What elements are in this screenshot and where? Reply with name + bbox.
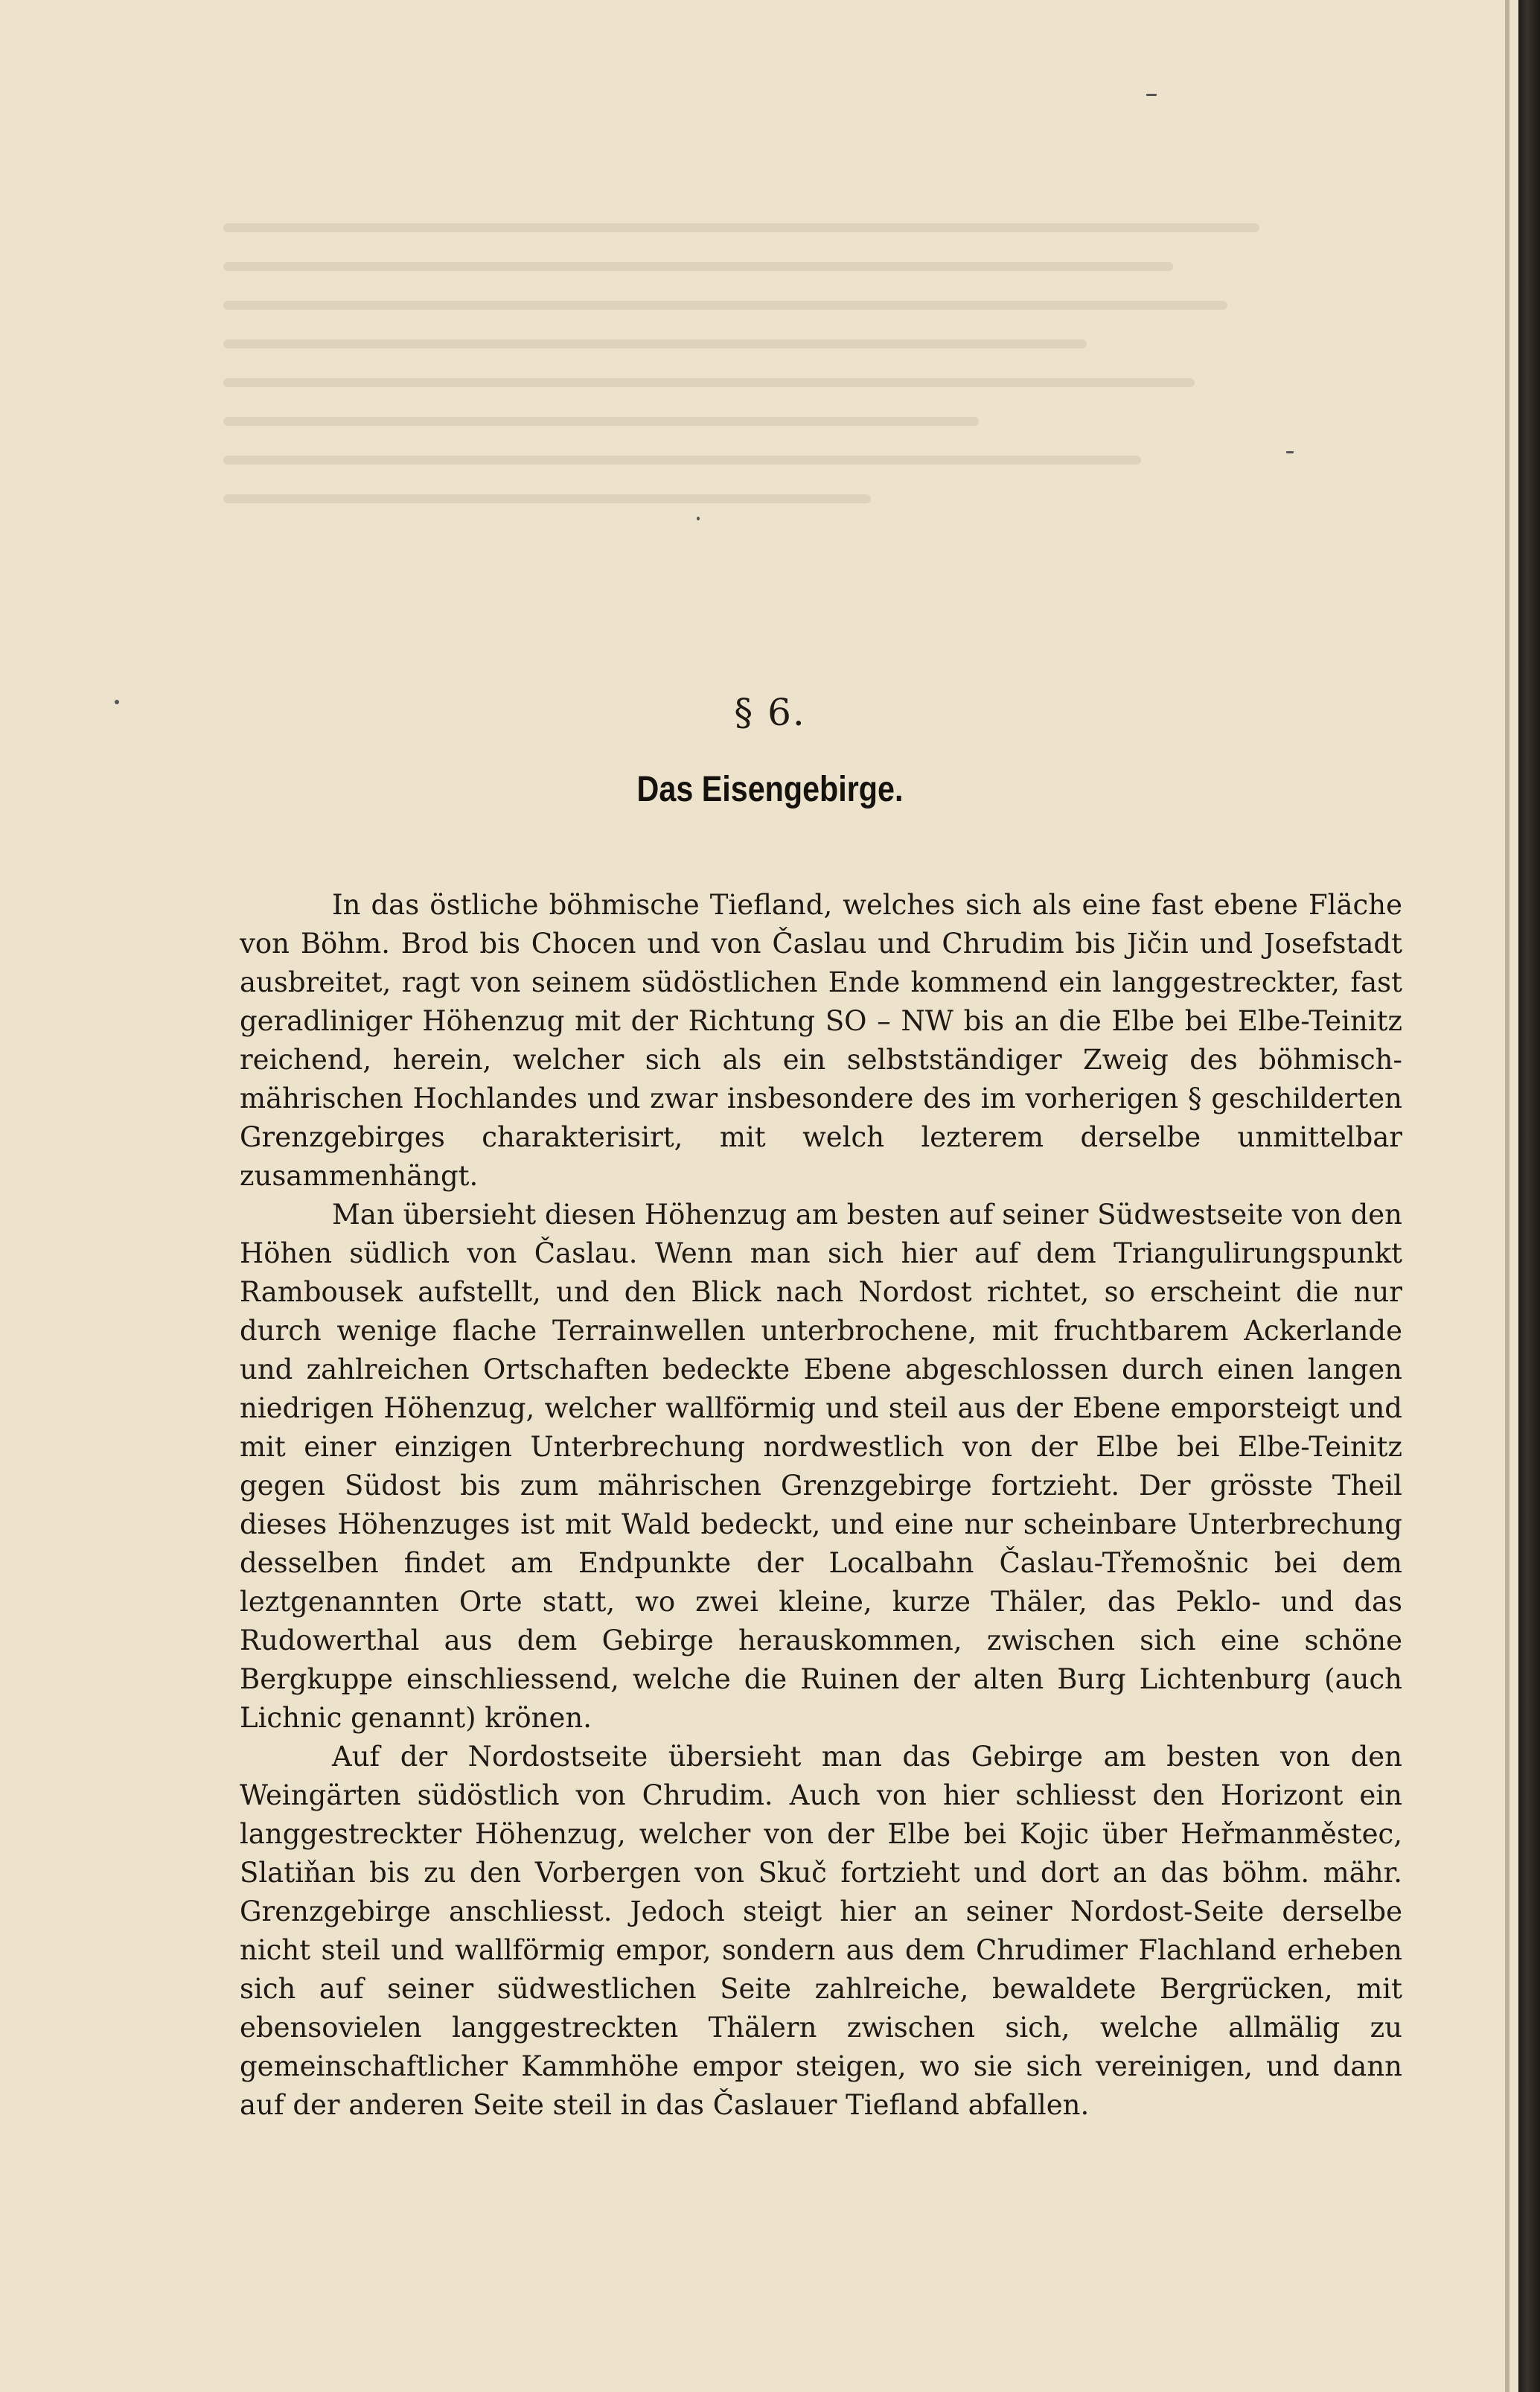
paper-speck: [1286, 451, 1294, 453]
paper-speck: [1146, 94, 1157, 96]
paper-speck: [697, 517, 700, 520]
chapter-title: Das Eisengebirge.: [636, 770, 904, 809]
paragraph: In das östliche böhmische Tiefland, welches sich als eine fast ebene Fläche von Böhm. Brod bis Chocen und von Časlau und Chrudim bis Jičin und Josefstadt ausbreitet, ragt von seinem südöstlichen Ende kommend ein langgestreckter, fast geradliniger Höhenzug mit der Richtung SO – NW bis an die Elbe bei Elbe-Teinitz reichend, herein, welcher sich als ein selbstständiger Zweig des böhmisch- mährischen Hochlandes und zwar insbesondere des im vorherigen § geschilderten Grenzgebirges charakterisirt, mit welch lezterem derselbe unmittelbar zusammenhängt.: [240, 889, 1402, 1192]
scan-edge: [1518, 0, 1540, 2392]
paragraph: Man übersieht diesen Höhenzug am besten auf seiner Südwestseite von den Höhen südlich von Časlau. Wenn man sich hier auf dem Triangulirungspunkt Rambousek aufstellt, und den Blick nach Nordost richtet, so erscheint die nur durch wenige flache Terrainwellen unterbrochene, mit fruchtbarem Ackerlande und zahlreichen Ortschaften bedeckte Ebene abgeschlossen durch einen langen niedrigen Höhenzug, welcher wallförmig und steil aus der Ebene emporsteigt und mit einer einzigen Unterbrechung nordwestlich von der Elbe bei Elbe-Teinitz gegen Südost bis zum mährischen Grenzgebirge fortzieht. Der grösste Theil dieses Höhenzuges ist mit Wald bedeckt, und eine nur scheinbare Unterbrechung desselben findet am Endpunkte der Localbahn Časlau-Třemošnic bei dem leztgenannten Orte statt, wo zwei kleine, kurze Thäler, das Peklo- und das Rudowerthal aus dem Gebirge herauskommen, zwischen sich eine schöne Bergkuppe einschliessend, welche die Ruinen der alten Burg Lichtenburg (auch Lichnic genannt) krönen.: [240, 1199, 1402, 1734]
paragraph: Auf der Nordostseite übersieht man das Gebirge am besten von den Weingärten südöstlich von Chrudim. Auch von hier schliesst den Horizont ein langgestreckter Höhenzug, welcher von der Elbe bei Kojic über Heřmanměstec, Slatiňan bis zu den Vorbergen von Skuč fortzieht und dort an das böhm. mähr. Grenzgebirge anschliesst. Jedoch steigt hier an seiner Nordost-Seite derselbe nicht steil und wallförmig empor, sondern aus dem Chrudimer Flachland erheben sich auf seiner südwestlichen Seite zahlreiche, bewaldete Bergrücken, mit ebensovielen langgestreckten Thälern zwischen sich, welche allmälig zu gemeinschaftlicher Kammhöhe empor steigen, wo sie sich vereinigen, und dann auf der anderen Seite steil in das Časlauer Tiefland abfallen.: [240, 1741, 1402, 2121]
show-through-text: [223, 223, 1303, 640]
body-text: [240, 886, 1402, 2125]
page-gutter-line: [1505, 0, 1509, 2392]
section-number: § 6.: [734, 691, 806, 734]
